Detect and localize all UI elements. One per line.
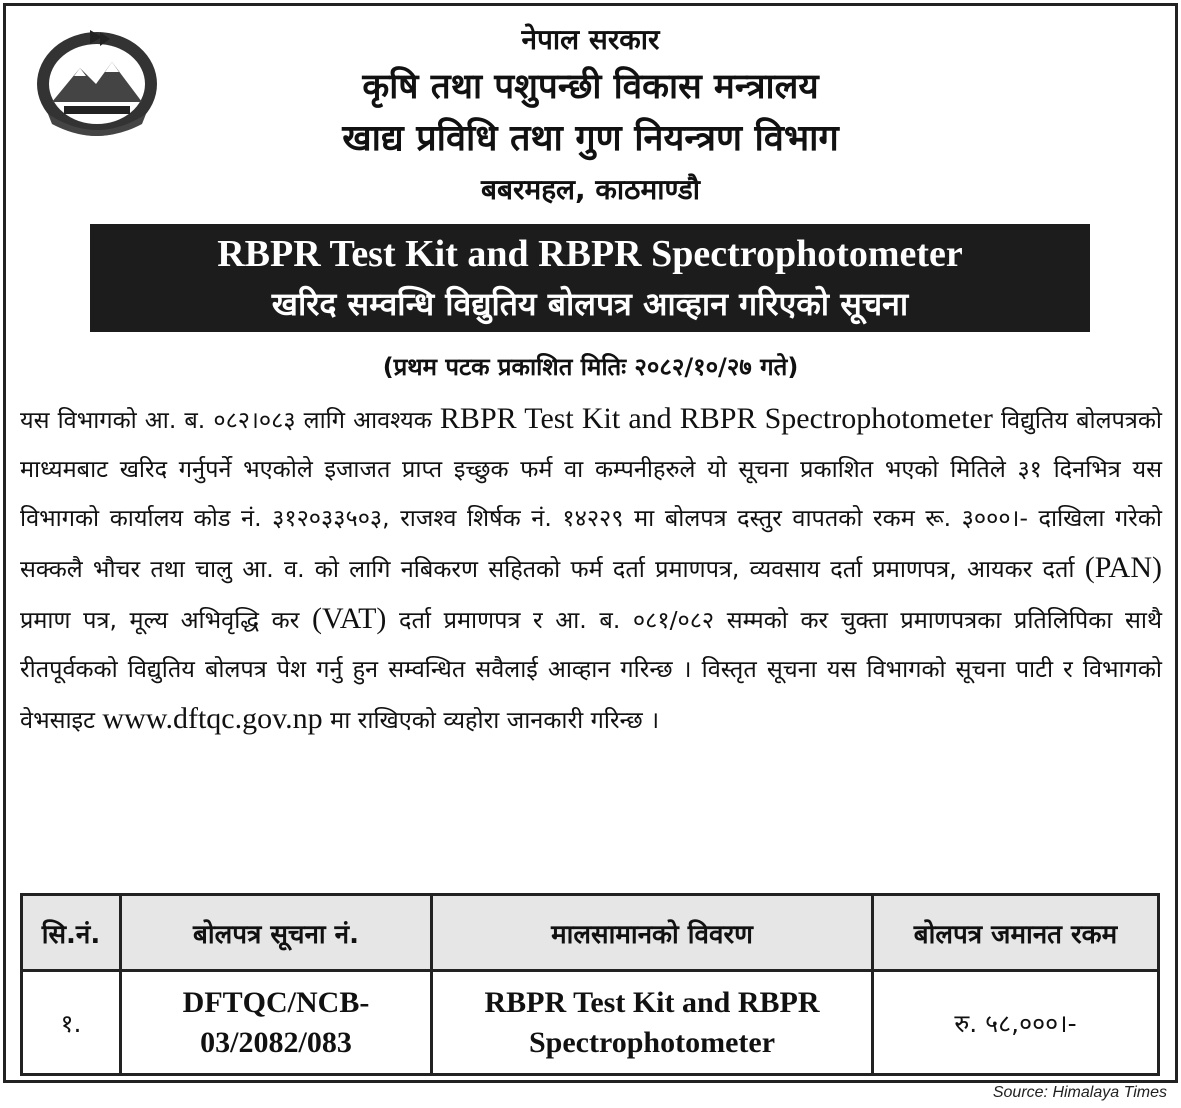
table-header-row — [22, 895, 1159, 971]
department-address: बबरमहल, काठमाण्डौ — [481, 173, 700, 206]
cell-goods-description: RBPR Test Kit and RBPR Spectrophotometer — [432, 971, 873, 1075]
notice-vat: (VAT) — [311, 602, 387, 635]
notice-title-banner — [90, 224, 1090, 332]
notice-title-nepali: खरिद सम्वन्धि विद्युतिय बोलपत्र आव्हान गरिएको सूचना — [271, 285, 909, 323]
notice-body — [20, 394, 1162, 745]
cell-bid-security-amount: रु. ५८,०००।- — [873, 971, 1159, 1075]
notice-text-part5: मा राखिएको व्यहोरा जानकारी गरिन्छ । — [322, 706, 660, 734]
government-name: नेपाल सरकार — [521, 23, 660, 56]
notice-website-link[interactable]: www.dftqc.gov.np — [102, 702, 323, 735]
header-serial-number: सि.नं. — [22, 895, 121, 971]
notice-text-part4: दर्ता प्रमाणपत्र र आ. ब. ०८१/०८२ सम्मको कर चुक्ता प्रमाणपत्रका प्रतिलिपिका साथै रीतपूर्वकको विद्युतिय बोलपत्र पेश गर्नु हुन सम्वन्धित सवैलाई आव्हान गरिन्छ । विस्तृत सूचना यस विभागको सूचना पाटी र विभागको वेभसाइट — [20, 606, 1162, 734]
cell-tender-number: DFTQC/NCB-03/2082/083 — [121, 971, 432, 1075]
notice-text-part3: प्रमाण पत्र, मूल्य अभिवृद्धि कर — [20, 606, 312, 634]
header-tender-number: बोलपत्र सूचना नं. — [121, 895, 432, 971]
tender-table — [20, 893, 1160, 1076]
publication-date: (प्रथम पटक प्रकाशित मितिः २०८२/१०/२७ गते) — [382, 353, 799, 381]
notice-item-name: RBPR Test Kit and RBPR Spectrophotometer — [439, 402, 993, 435]
header-bid-security-amount: बोलपत्र जमानत रकम — [873, 895, 1159, 971]
department-name: खाद्य प्रविधि तथा गुण नियन्त्रण विभाग — [342, 118, 839, 159]
header-goods-description: मालसामानको विवरण — [432, 895, 873, 971]
cell-serial-number: १. — [22, 971, 121, 1075]
ministry-name: कृषि तथा पशुपन्छी विकास मन्त्रालय — [362, 67, 819, 107]
notice-text-part1: यस विभागको आ. ब. ०८२।०८३ लागि आवश्यक — [20, 406, 440, 434]
notice-pan: (PAN) — [1084, 551, 1162, 584]
notice-title-english: RBPR Test Kit and RBPR Spectrophotometer — [217, 233, 963, 275]
table-row — [22, 971, 1159, 1075]
notice-text-part2: विद्युतिय बोलपत्रको माध्यमबाट खरिद गर्नुपर्ने भएकोले इजाजत प्राप्त इच्छुक फर्म वा कम्पनीहरुले यो सूचना प्रकाशित भएको मितिले ३१ दिनभित्र यस विभागको कार्यालय कोड नं. ३१२०३३५०३, राजश्व शिर्षक नं. १४२२९ मा बोलपत्र दस्तुर वापतको रकम रू. ३०००।- दाखिला गरेको सक्कलै भौचर तथा चालु आ. व. को लागि नबिकरण सहितको फर्म दर्ता प्रमाणपत्र, व्यवसाय दर्ता प्रमाणपत्र, आयकर दर्ता — [20, 406, 1162, 583]
source-credit: Source: Himalaya Times — [992, 1084, 1167, 1101]
